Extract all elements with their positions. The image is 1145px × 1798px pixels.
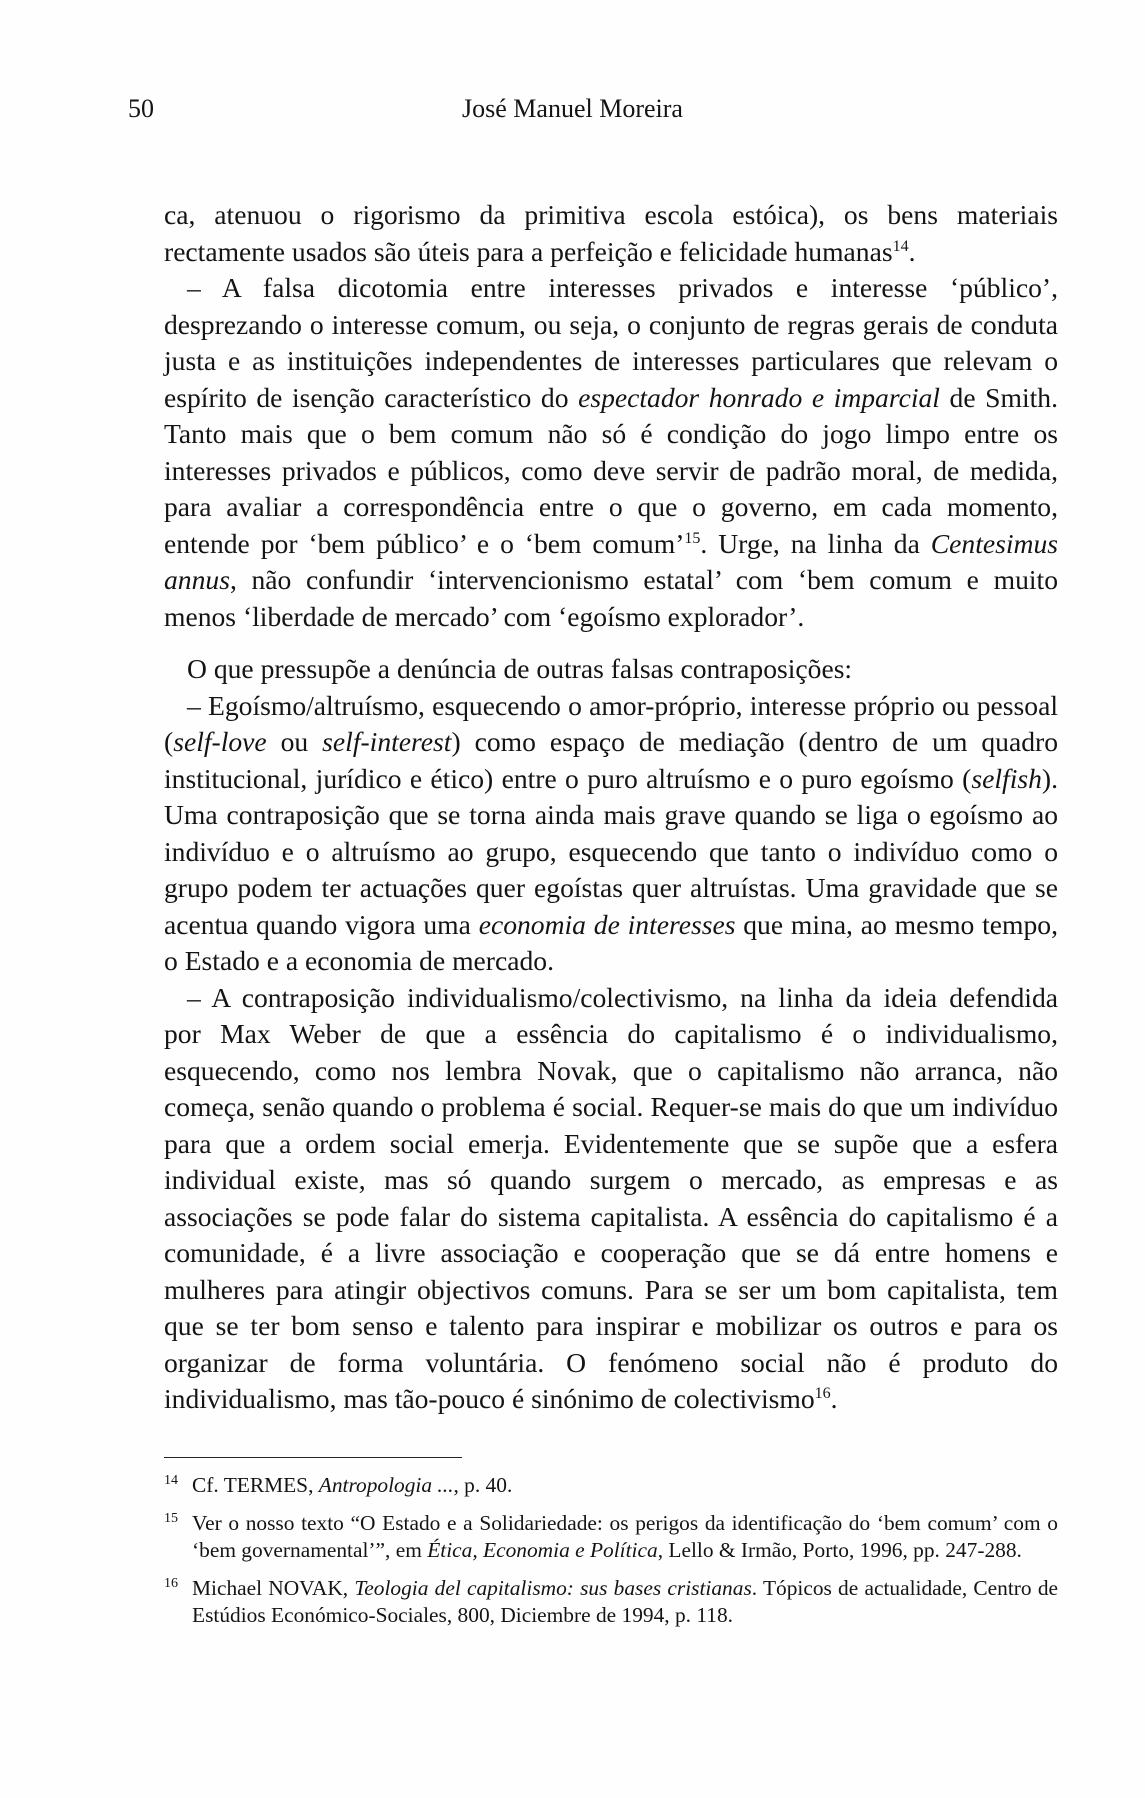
footnote-ref-15[interactable]: 15 bbox=[684, 529, 701, 547]
paragraph-individualism-collectivism: – A contraposição individualismo/colectivismo, na linha da ideia defendida por Max Weber de que a essência do capitalismo é o individualismo, esquecendo, como nos lembra Novak, que o capitalismo não arranca, não começa, senão quando o problema é social. Requer-se mais do que um indivíduo para que a ordem social emerja. Evidentemente que se supõe que a esfera individual existe, mas só quando surgem o mercado, as empresas e as associações se pode falar do sistema capitalista. A essência do capitalismo é a comunidade, é a livre associação e cooperação que se dá entre homens e mulheres para atingir objectivos comuns. Para se ser um bom capitalista, tem que se ter bom senso e talento para inspirar e mobilizar os outros e para os organizar de forma voluntária. O fenómeno social não é produto do individualismo, mas tão-pouco é sinónimo de colectivismo$^{16}$. bbox=[164, 981, 1058, 1414]
footnote-ref-16[interactable]: 16 bbox=[814, 1385, 831, 1402]
footnote-separator bbox=[164, 1457, 462, 1458]
paragraph-false-dichotomy: – A falsa dicotomia entre interesses privados e interesse ‘público’, desprezando o interesse comum, ou seja, o conjunto de regras gerais de conduta justa e as instituições independentes de interesses particulares que relevam o espírito de isenção característico do espectador honrado e imparcial de Smith. Tanto mais que o bem comum não só é condição do jogo limpo entre os interesses privados e públicos, como deve servir de padrão moral, de medida, para avaliar a correspondência entre o que o governo, em cada momento, entende por ‘bem público’ e o ‘bem comum’$^{15}$. Urge, na linha da Centesimus annus, não confundir ‘intervencionismo estatal’ com ‘bem comum e muito menos ‘liberdade de mercado’ com ‘egoísmo explorador’. bbox=[164, 272, 1058, 632]
footnotes bbox=[164, 1472, 1058, 1640]
footnote-ref-14[interactable]: 14 bbox=[892, 237, 909, 255]
paragraph-continuation: ca, atenuou o rigorismo da primitiva escola estóica), os bens materiais rectamente usados são úteis para a perfeição e felicidade humanas$^{14}$. bbox=[164, 199, 1058, 267]
running-header bbox=[0, 94, 1145, 134]
footnote-16: 16 Michael NOVAK, Teologia del capitalismo: sus bases cristianas. Tópicos de actualidade, Centro de Estúdios Económico-Sociales, 800, Diciembre de 1994, p. 118. bbox=[164, 1576, 1059, 1627]
main-text bbox=[164, 197, 1058, 1418]
author-name: José Manuel Moreira bbox=[462, 94, 683, 123]
footnote-15: 15 Ver o nosso texto “O Estado e a Solidariedade: os perigos da identificação do ‘bem comum’ com o ‘bem governamental’”, em Ética, Economia e Política, Lello & Irmão, Porto, 1996, pp. 247-288. bbox=[164, 1511, 1058, 1562]
page-number: 50 bbox=[128, 94, 154, 123]
footnote-14: 14 Cf. TERMES, Antropologia ..., p. 40. bbox=[164, 1473, 513, 1497]
paragraph-egoism-altruism: – Egoísmo/altruísmo, esquecendo o amor-próprio, interesse próprio ou pessoal (self-love ou self-interest) como espaço de mediação (dentro de um quadro institucional, jurídico e ético) entre o puro altruísmo e o puro egoísmo (selfish). Uma contraposição que se torna ainda mais grave quando se liga o egoísmo ao indivíduo e o altruísmo ao grupo, esquecendo que tanto o indivíduo como o grupo podem ter actuações quer egoístas quer altruístas. Uma gravidade que se acentua quando vigora uma economia de interesses que mina, ao mesmo tempo, o Estado e a economia de mercado. bbox=[164, 689, 1058, 976]
paragraph-false-oppositions: O que pressupõe a denúncia de outras falsas contraposições: bbox=[187, 653, 853, 684]
